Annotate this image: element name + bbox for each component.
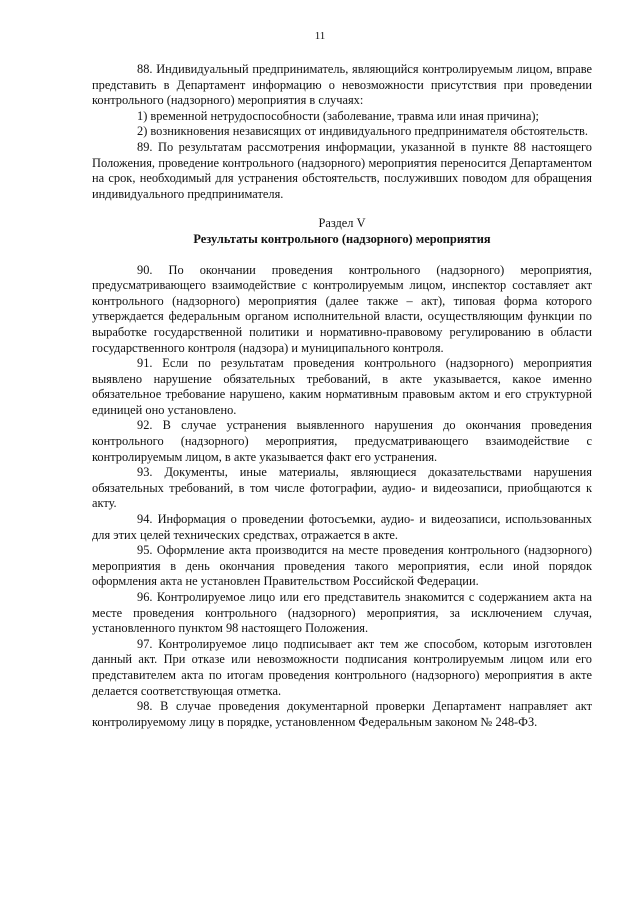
paragraph-88: 88. Индивидуальный предприниматель, являющийся контролируемым лицом, вправе представить в Департамент информацию о невозможности присутствия при проведении контрольного (надзорного) мероприятия в случаях: [92, 62, 592, 108]
paragraph-91: 91. Если по результатам проведения контрольного (надзорного) мероприятия выявлено нарушение обязательных требований, в акте указывается, какое именно обязательное требование нарушено, каким нормативным правовым актом и его структурной единицей оно установлено. [92, 356, 592, 417]
section-label: Раздел V [318, 216, 366, 231]
paragraph-95: 95. Оформление акта производится на месте проведения контрольного (надзорного) мероприятия в день окончания проведения такого мероприятия, если иной порядок оформления акта не установлен Правительством Российской Федерации. [92, 543, 592, 589]
paragraph-97: 97. Контролируемое лицо подписывает акт тем же способом, которым изготовлен данный акт. При отказе или невозможности подписания контролируемым лицом или его представителем акта по итогам проведения контрольного (надзорного) мероприятия в акте делается соответствующая отметка. [92, 636, 592, 698]
list-item-1: 1) временной нетрудоспособности (заболевание, травма или иная причина); [137, 108, 539, 123]
paragraph-98: 98. В случае проведения документарной проверки Департамент направляет акт контролируемому лицу в порядке, установленном Федеральным законом № 248-ФЗ. [92, 699, 592, 729]
paragraph-92: 92. В случае устранения выявленного нарушения до окончания проведения контрольного (надзорного) мероприятия, предусматривающего взаимодействие с контролируемым лицом, в акте указывается факт его устранения. [92, 418, 592, 464]
page-number: 11 [314, 30, 326, 42]
paragraph-90: 90. По окончании проведения контрольного (надзорного) мероприятия, предусматривающего взаимодействие с контролируемым лицом, инспектор составляет акт контрольного (надзорного) мероприятия (далее также – акт), типовая форма которого утверждается федеральным органом исполнительной власти, осуществляющим функции по выработке государственной политики и нормативно-правовому регулированию в области государственного контроля (надзора) и муниципального контроля. [92, 262, 592, 355]
paragraph-94: 94. Информация о проведении фотосъемки, аудио- и видеозаписи, использованных для этих целей технических средствах, отражается в акте. [92, 512, 592, 542]
paragraph-93: 93. Документы, иные материалы, являющиеся доказательствами нарушения обязательных требований, в том числе фотографии, аудио- и видеозаписи, приобщаются к акту. [92, 465, 592, 511]
paragraph-96: 96. Контролируемое лицо или его представитель знакомится с содержанием акта на месте проведения контрольного (надзорного) мероприятия, за исключением случая, установленного пунктом 98 настоящего Положения. [92, 590, 592, 636]
list-item-2: 2) возникновения независящих от индивидуального предпринимателя обстоятельств. [137, 124, 588, 139]
section-heading: Результаты контрольного (надзорного) мероприятия [193, 231, 491, 246]
paragraph-89: 89. По результатам рассмотрения информации, указанной в пункте 88 настоящего Положения, проведение контрольного (надзорного) мероприятия переносится Департаментом на срок, необходимый для устранения обстоятельств, послуживших поводом для обращения индивидуального предпринимателя. [92, 139, 592, 201]
document-body [92, 62, 592, 730]
